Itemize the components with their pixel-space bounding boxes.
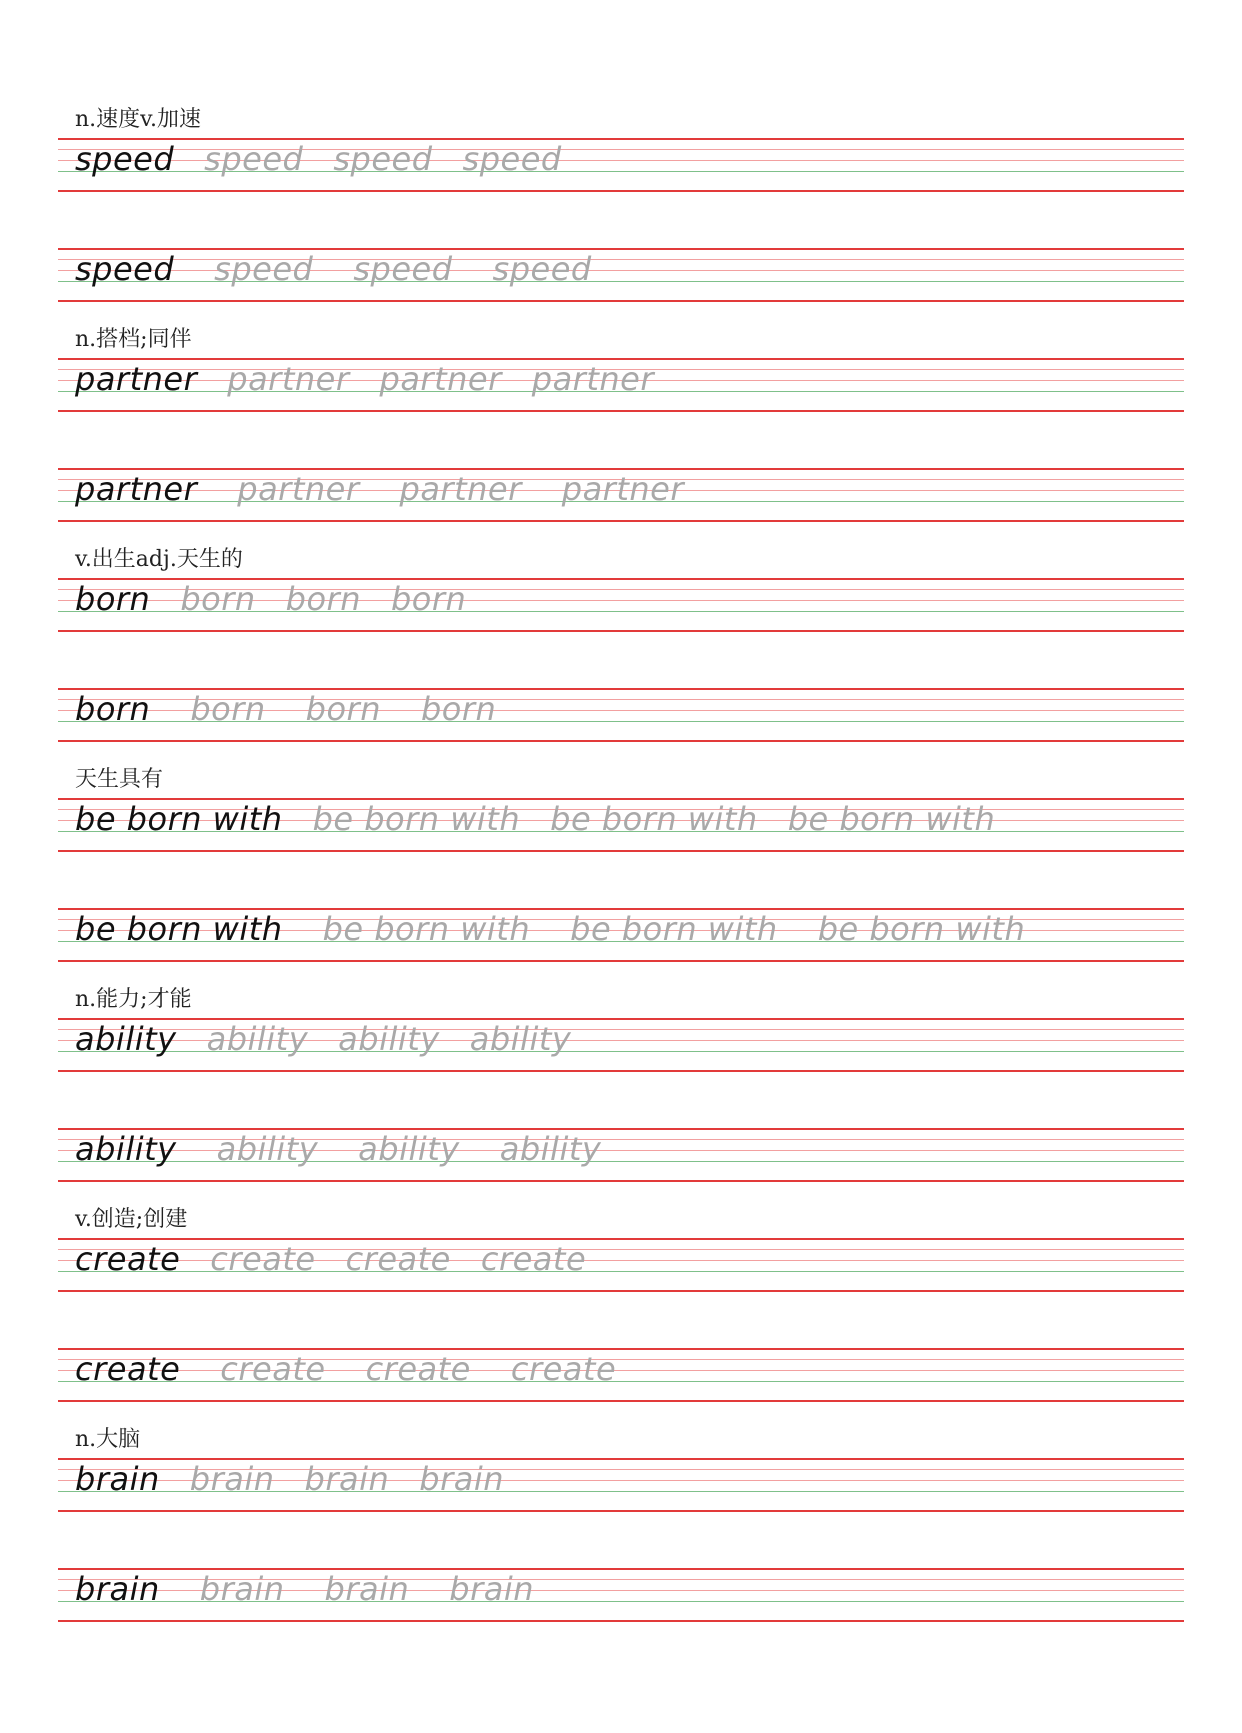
word-row bbox=[75, 1570, 534, 1608]
word-meaning: n.能力;才能 bbox=[75, 987, 192, 1012]
vocab-entry bbox=[0, 1205, 1242, 1425]
trace-word: born bbox=[305, 690, 381, 728]
trace-word: brain bbox=[324, 1570, 410, 1608]
vocab-entry bbox=[0, 325, 1242, 545]
trace-word: create bbox=[365, 1350, 471, 1388]
model-word: partner bbox=[75, 470, 198, 508]
trace-word: ability bbox=[216, 1130, 319, 1168]
trace-word: speed bbox=[204, 140, 304, 178]
model-word: be born with bbox=[75, 910, 283, 948]
trace-word: born bbox=[420, 690, 497, 728]
trace-word: speed bbox=[492, 250, 592, 288]
trace-word: partner bbox=[227, 360, 350, 398]
writing-line bbox=[58, 1348, 1184, 1402]
trace-word: born bbox=[190, 690, 266, 728]
writing-line bbox=[58, 798, 1184, 852]
word-row bbox=[75, 360, 654, 398]
trace-word: create bbox=[345, 1240, 451, 1278]
trace-word: be born with bbox=[787, 800, 996, 838]
model-word: be born with bbox=[75, 800, 283, 838]
writing-line bbox=[58, 1238, 1184, 1292]
trace-word: born bbox=[390, 580, 467, 618]
model-word: ability bbox=[75, 1130, 177, 1168]
model-word: ability bbox=[75, 1020, 177, 1058]
model-word: born bbox=[75, 580, 151, 618]
trace-word: partner bbox=[379, 360, 502, 398]
vocab-entry bbox=[0, 545, 1242, 765]
model-word: brain bbox=[75, 1460, 160, 1498]
writing-line bbox=[58, 578, 1184, 632]
vocab-entry bbox=[0, 105, 1242, 325]
writing-line bbox=[58, 248, 1184, 302]
trace-word: brain bbox=[304, 1460, 390, 1498]
word-row bbox=[75, 690, 496, 728]
word-row bbox=[75, 800, 995, 838]
writing-line bbox=[58, 1128, 1184, 1182]
trace-word: brain bbox=[199, 1570, 285, 1608]
writing-line bbox=[58, 908, 1184, 962]
word-meaning: n.搭档;同伴 bbox=[75, 327, 192, 352]
trace-word: be born with bbox=[570, 910, 778, 948]
trace-word: ability bbox=[499, 1130, 602, 1168]
word-meaning: n.大脑 bbox=[75, 1427, 141, 1452]
model-word: born bbox=[75, 690, 151, 728]
word-meaning: v.创造;创建 bbox=[75, 1207, 188, 1232]
trace-word: born bbox=[180, 580, 256, 618]
writing-line bbox=[58, 358, 1184, 412]
trace-word: born bbox=[285, 580, 361, 618]
word-row bbox=[75, 910, 1025, 948]
model-word: create bbox=[75, 1240, 181, 1278]
word-row bbox=[75, 250, 592, 288]
vocab-entry bbox=[0, 765, 1242, 985]
word-row bbox=[75, 1350, 616, 1388]
word-row bbox=[75, 1020, 571, 1058]
model-word: speed bbox=[75, 250, 175, 288]
word-row bbox=[75, 140, 562, 178]
trace-word: brain bbox=[189, 1460, 275, 1498]
word-row bbox=[75, 1130, 601, 1168]
trace-word: be born with bbox=[817, 910, 1026, 948]
vocab-entry bbox=[0, 1425, 1242, 1645]
trace-word: be born with bbox=[322, 910, 531, 948]
trace-word: be born with bbox=[550, 800, 758, 838]
trace-word: partner bbox=[531, 360, 654, 398]
word-row bbox=[75, 470, 684, 508]
trace-word: create bbox=[480, 1240, 587, 1278]
trace-word: ability bbox=[338, 1020, 440, 1058]
trace-word: be born with bbox=[312, 800, 521, 838]
trace-word: partner bbox=[237, 470, 360, 508]
writing-line bbox=[58, 1458, 1184, 1512]
trace-word: speed bbox=[462, 140, 562, 178]
trace-word: brain bbox=[419, 1460, 504, 1498]
trace-word: partner bbox=[561, 470, 684, 508]
trace-word: ability bbox=[469, 1020, 572, 1058]
trace-word: ability bbox=[358, 1130, 460, 1168]
word-meaning: n.速度v.加速 bbox=[75, 107, 201, 132]
trace-word: partner bbox=[399, 470, 522, 508]
trace-word: speed bbox=[353, 250, 453, 288]
trace-word: create bbox=[210, 1240, 316, 1278]
trace-word: speed bbox=[214, 250, 314, 288]
writing-line bbox=[58, 688, 1184, 742]
vocab-entry bbox=[0, 985, 1242, 1205]
writing-line bbox=[58, 1018, 1184, 1072]
writing-line bbox=[58, 468, 1184, 522]
trace-word: create bbox=[510, 1350, 617, 1388]
trace-word: ability bbox=[206, 1020, 309, 1058]
model-word: brain bbox=[75, 1570, 160, 1608]
model-word: partner bbox=[75, 360, 198, 398]
model-word: create bbox=[75, 1350, 181, 1388]
trace-word: brain bbox=[449, 1570, 534, 1608]
writing-line bbox=[58, 1568, 1184, 1622]
model-word: speed bbox=[75, 140, 175, 178]
word-meaning: 天生具有 bbox=[75, 767, 164, 792]
trace-word: create bbox=[220, 1350, 326, 1388]
word-row bbox=[75, 1240, 586, 1278]
writing-line bbox=[58, 138, 1184, 192]
word-meaning: v.出生adj.天生的 bbox=[75, 547, 243, 572]
word-row bbox=[75, 580, 466, 618]
word-row bbox=[75, 1460, 504, 1498]
trace-word: speed bbox=[333, 140, 433, 178]
